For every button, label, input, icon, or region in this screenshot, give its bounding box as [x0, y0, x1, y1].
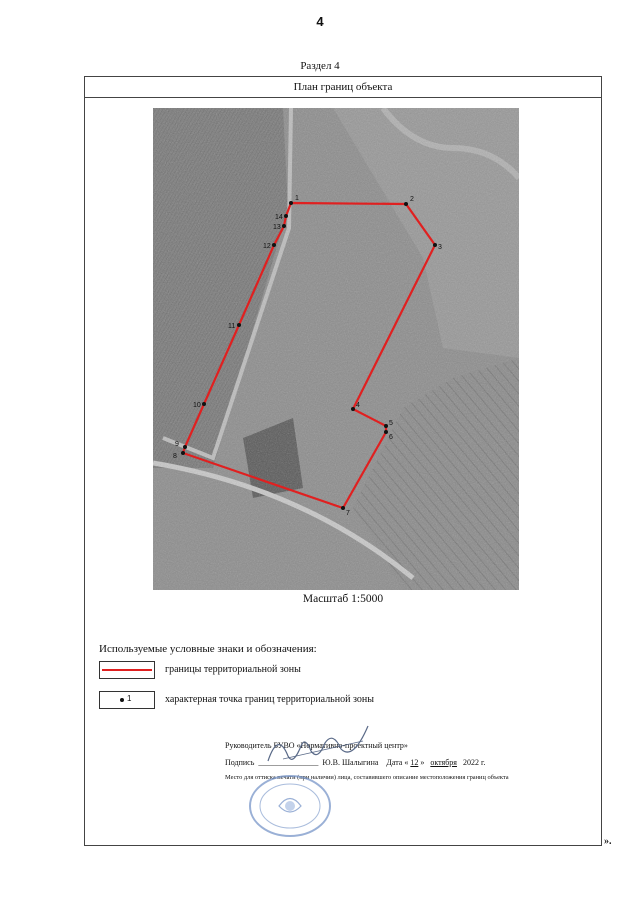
- boundary-point-label-9: 9: [175, 441, 179, 448]
- legend-title: Используемые условные знаки и обозначения:: [99, 643, 317, 655]
- boundary-point-11: [237, 323, 241, 327]
- frame-title: План границ объекта: [85, 77, 601, 98]
- date-year: 2022 г.: [462, 758, 486, 767]
- boundary-point-label-2: 2: [410, 196, 414, 203]
- date-day-close: »: [420, 758, 425, 767]
- boundary-point-label-8: 8: [173, 453, 177, 460]
- boundary-point-label-10: 10: [193, 402, 201, 409]
- boundary-point-3: [433, 243, 437, 247]
- page-number: 4: [316, 14, 324, 29]
- section-label: Раздел 4: [300, 60, 340, 72]
- margin-mark: ».: [604, 836, 612, 847]
- boundary-point-6: [384, 430, 388, 434]
- boundary-point-8: [181, 451, 185, 455]
- legend-point-number: 1: [127, 694, 132, 703]
- date-month: октября: [430, 758, 457, 767]
- boundary-point-label-5: 5: [389, 420, 393, 427]
- boundary-point-label-7: 7: [346, 510, 350, 517]
- boundary-point-4: [351, 407, 355, 411]
- boundary-point-9: [183, 445, 187, 449]
- boundary-point-2: [404, 202, 408, 206]
- boundary-point-label-4: 4: [356, 402, 360, 409]
- boundary-point-1: [289, 201, 293, 205]
- red-line-swatch: [102, 669, 152, 671]
- point-dot-icon: [120, 698, 124, 702]
- boundary-point-label-14: 14: [275, 214, 283, 221]
- boundary-point-7: [341, 506, 345, 510]
- boundary-point-10: [202, 402, 206, 406]
- boundary-point-5: [384, 424, 388, 428]
- scale-label: Масштаб 1:5000: [302, 593, 384, 605]
- boundary-point-label-13: 13: [273, 224, 281, 231]
- legend-boundary-label: границы территориальной зоны: [165, 664, 301, 675]
- sign-label: Подпись: [225, 758, 255, 767]
- date-day: 12: [410, 758, 419, 767]
- signer-name: Ю.В. Шалыгина: [322, 758, 379, 767]
- boundary-point-label-11: 11: [228, 323, 236, 330]
- handwritten-signature: [263, 721, 373, 771]
- boundary-point-label-12: 12: [263, 243, 271, 250]
- date-label: Дата «: [386, 758, 409, 767]
- map-noise: [153, 108, 519, 590]
- legend-point-symbol: [99, 691, 155, 709]
- boundary-point-13: [282, 224, 286, 228]
- legend-point-label: характерная точка границ территориальной зоны: [165, 694, 374, 705]
- boundary-point-12: [272, 243, 276, 247]
- boundary-point-label-3: 3: [438, 244, 442, 251]
- boundary-point-label-6: 6: [389, 434, 393, 441]
- boundary-point-14: [284, 214, 288, 218]
- stamp-place-note: Место для оттиска печати (при наличии) лица, составившего описание местоположения границ объекта: [225, 774, 509, 781]
- boundary-point-label-1: 1: [295, 195, 299, 202]
- signature-line: Подпись _______________ Ю.В. Шалыгина Дата « 12 » октября 2022 г.: [225, 758, 486, 767]
- plan-frame: [84, 76, 602, 846]
- signature-title: Руководитель БУВО «Нормативно-проектный центр»: [225, 741, 408, 750]
- aerial-map: [153, 108, 519, 590]
- official-stamp: [247, 773, 333, 839]
- legend-boundary-symbol: [99, 661, 155, 679]
